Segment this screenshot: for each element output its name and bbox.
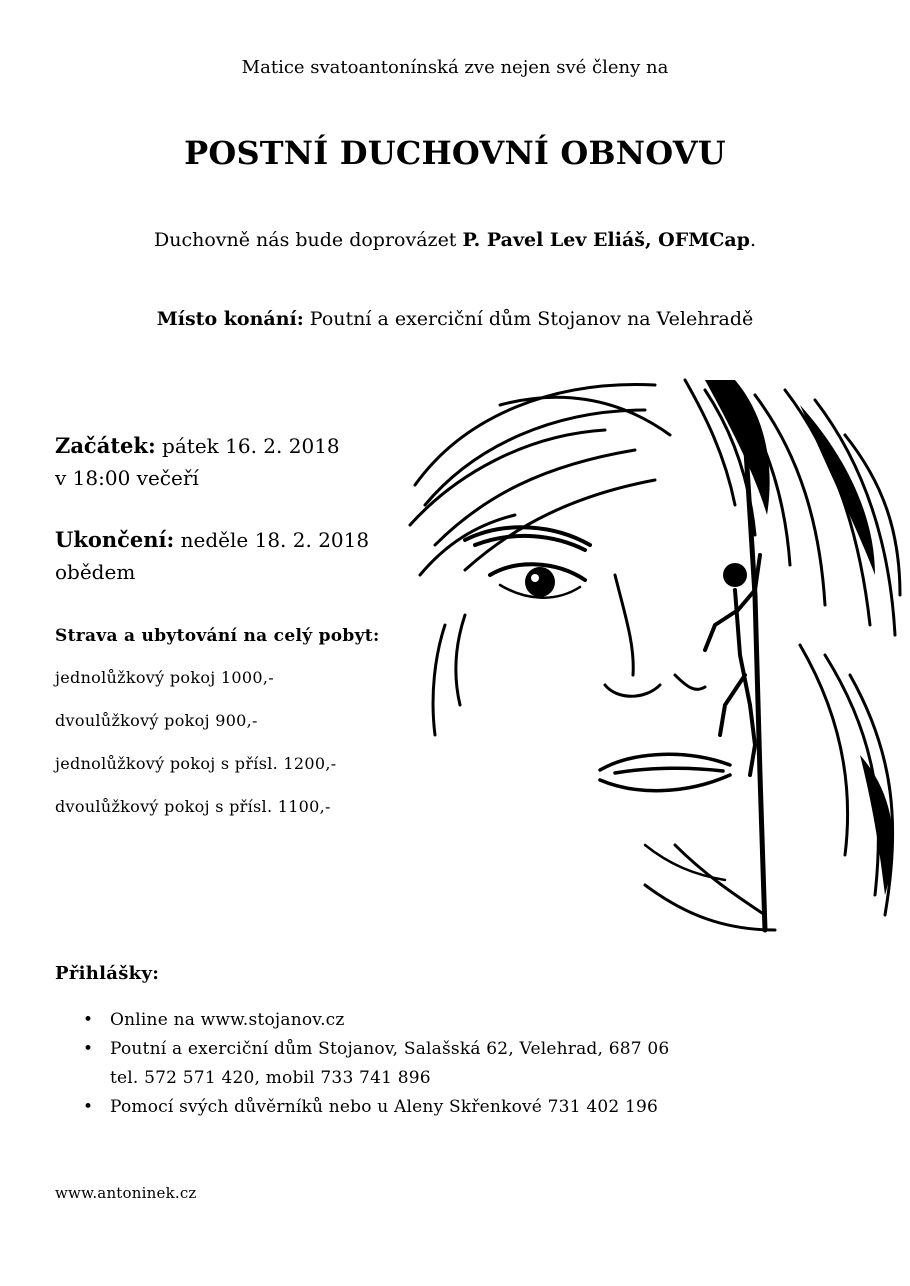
registration-phone: tel. 572 571 420, mobil 733 741 896 — [110, 1068, 431, 1088]
guide-name: P. Pavel Lev Eliáš, OFMCap — [462, 229, 750, 251]
event-title: POSTNÍ DUCHOVNÍ OBNOVU — [184, 134, 726, 172]
venue-label: Místo konání: — [156, 308, 304, 330]
start-time: v 18:00 večeří — [55, 466, 199, 490]
registration-item-contacts: Pomocí svých důvěrníků nebo u Aleny Skřenkové 731 402 196 — [110, 1097, 659, 1117]
footer-website: www.antoninek.cz — [55, 1184, 197, 1202]
hair-fill — [705, 380, 893, 895]
chin-line — [645, 845, 725, 880]
price-item: jednolůžkový pokoj 1000,- — [55, 668, 274, 687]
list-item — [55, 1035, 669, 1093]
list-item — [55, 1093, 669, 1122]
end-line — [55, 524, 369, 556]
intro-line: Matice svatoantonínská zve nejen své členy na — [241, 57, 669, 78]
price-list — [55, 626, 380, 840]
schedule — [55, 430, 369, 588]
venue-line — [0, 308, 910, 330]
guide-end-punctuation: . — [749, 229, 757, 251]
eye — [490, 564, 585, 597]
climber-figure — [705, 555, 760, 775]
mouth — [600, 754, 730, 790]
start-line — [55, 430, 369, 462]
face-illustration — [405, 375, 905, 935]
price-heading: Strava a ubytování na celý pobyt: — [55, 626, 380, 646]
price-item: jednolůžkový pokoj s přísl. 1200,- — [55, 754, 337, 773]
eyebrow — [465, 527, 590, 550]
end-label: Ukončení: — [55, 527, 175, 552]
end-time: obědem — [55, 560, 136, 584]
start-date: pátek 16. 2. 2018 — [155, 434, 340, 458]
registration — [55, 963, 669, 1122]
price-item: dvoulůžkový pokoj 900,- — [55, 711, 258, 730]
start-label: Začátek: — [55, 433, 156, 458]
registration-item-address: Poutní a exerciční dům Stojanov, Salašská 62, Velehrad, 687 06 — [110, 1039, 670, 1059]
bullet-icon: • — [83, 1039, 94, 1059]
registration-item-online: Online na www.stojanov.cz — [110, 1010, 345, 1030]
spiritual-guide-line — [0, 229, 910, 251]
guide-intro-text: Duchovně nás bude doprovázet — [153, 229, 463, 251]
end-date: neděle 18. 2. 2018 — [174, 528, 370, 552]
bullet-icon: • — [83, 1097, 94, 1117]
bullet-icon: • — [83, 1010, 94, 1030]
list-item — [55, 1006, 669, 1035]
nose — [605, 575, 705, 696]
registration-heading: Přihlášky: — [55, 963, 160, 984]
price-item: dvoulůžkový pokoj s přísl. 1100,- — [55, 797, 331, 816]
vertical-line — [745, 435, 765, 930]
registration-list — [55, 1006, 669, 1122]
venue-value: Poutní a exerciční dům Stojanov na Velehradě — [303, 308, 754, 330]
